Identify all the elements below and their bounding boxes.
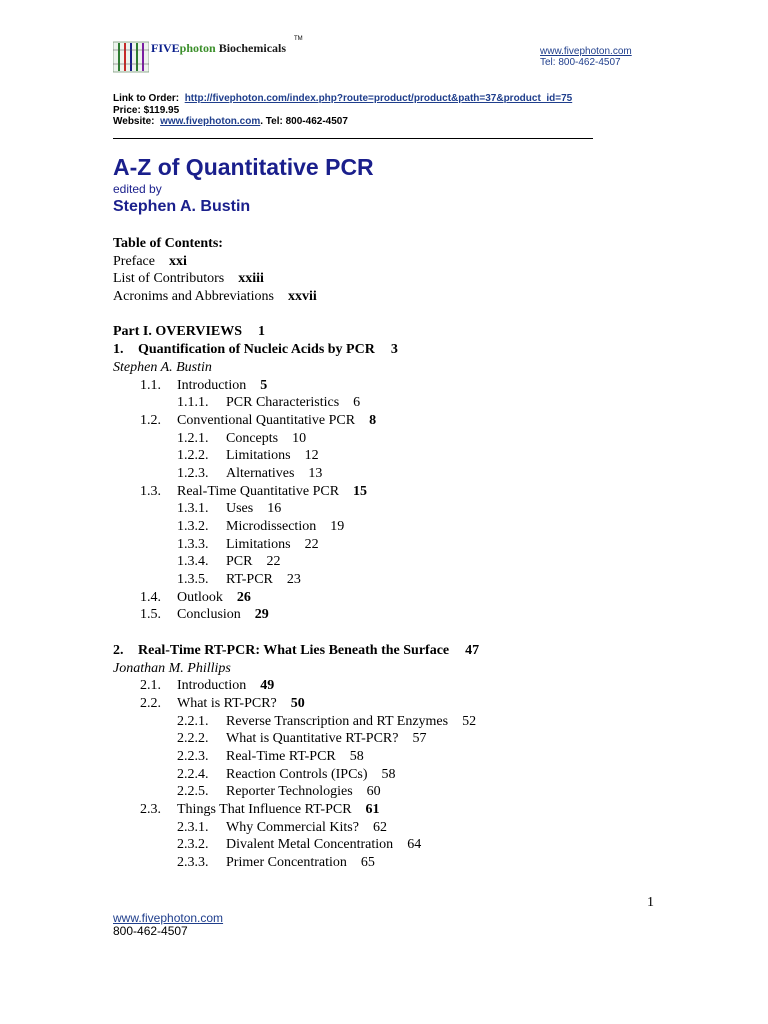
toc-front-item: Preface xxi — [113, 253, 187, 269]
toc-section: 2.1. Introduction 49 — [140, 678, 275, 694]
toc-subsection: 2.3.1. Why Commercial Kits? 62 — [177, 819, 387, 835]
toc-section: 2.2. What is RT-PCR? 50 — [140, 695, 305, 711]
toc-section: 1.5. Conclusion 29 — [140, 607, 269, 623]
toc-subsection: 1.1.1. PCR Characteristics 6 — [177, 395, 361, 411]
toc-chapter-author: Stephen A. Bustin — [113, 359, 212, 375]
toc-chapter: 2. Real-Time RT-PCR: What Lies Beneath the Surface 47 — [113, 642, 480, 658]
trademark: TM — [294, 36, 303, 42]
book-title: A-Z of Quantitative PCR — [113, 154, 374, 180]
toc-subsection: 2.3.3. Primer Concentration 65 — [177, 855, 375, 871]
order-website-link[interactable]: www.fivephoton.com — [160, 116, 261, 127]
price: Price: $119.95 — [113, 104, 180, 116]
footer-website-link[interactable]: www.fivephoton.com — [113, 911, 224, 925]
toc-subsection: 1.3.3. Limitations 22 — [177, 536, 319, 552]
toc-part: Part I. OVERVIEWS 1 — [113, 324, 266, 340]
toc-section: 1.1. Introduction 5 — [140, 377, 268, 393]
brand-five: FIVE — [151, 41, 180, 55]
header-website-link[interactable]: www.fivephoton.com — [540, 46, 632, 57]
footer-phone: 800-462-4507 — [113, 924, 188, 938]
toc-chapter: 1. Quantification of Nucleic Acids by PCR 3 — [113, 342, 398, 358]
brand-photon: photon — [179, 41, 216, 55]
order-tel: . Tel: 800-462-4507 — [260, 116, 348, 127]
toc-subsection: 2.3.2. Divalent Metal Concentration 64 — [177, 837, 422, 853]
page-number: 1 — [647, 895, 654, 910]
book-editor: Stephen A. Bustin — [113, 198, 251, 215]
brand-name — [151, 41, 286, 56]
toc-section: 1.3. Real-Time Quantitative PCR 15 — [140, 483, 368, 499]
toc-subsection: 1.2.3. Alternatives 13 — [177, 465, 323, 481]
toc-subsection: 1.3.5. RT-PCR 23 — [177, 572, 301, 588]
logo-mark-icon — [113, 40, 149, 74]
toc-subsection: 2.2.4. Reaction Controls (IPCs) 58 — [177, 766, 396, 782]
toc-subsection: 2.2.2. What is Quantitative RT-PCR? 57 — [177, 731, 427, 747]
toc-chapter-author: Jonathan M. Phillips — [113, 660, 231, 676]
toc-subsection: 2.2.5. Reporter Technologies 60 — [177, 784, 381, 800]
toc-front-item: Acronims and Abbreviations xxvii — [113, 289, 317, 305]
table-of-contents — [113, 235, 479, 872]
company-logo — [113, 36, 313, 76]
toc-subsection: 2.2.1. Reverse Transcription and RT Enzymes 52 — [177, 713, 477, 729]
order-info — [113, 93, 572, 128]
website-label: Website: — [113, 116, 155, 127]
footer — [113, 912, 223, 938]
toc-subsection: 1.2.2. Limitations 12 — [177, 448, 319, 464]
divider — [113, 138, 593, 139]
link-to-order-label: Link to Order: — [113, 93, 180, 104]
toc-section: 1.4. Outlook 26 — [140, 589, 251, 605]
toc-subsection: 1.3.4. PCR 22 — [177, 554, 281, 570]
toc-section: 1.2. Conventional Quantitative PCR 8 — [140, 412, 377, 428]
toc-section: 2.3. Things That Influence RT-PCR 61 — [140, 802, 380, 817]
toc-subsection: 1.3.2. Microdissection 19 — [177, 519, 345, 534]
header-tel: Tel: 800-462-4507 — [540, 57, 621, 68]
toc-subsection: 1.3.1. Uses 16 — [177, 501, 282, 517]
toc-subsection: 1.2.1. Concepts 10 — [177, 430, 307, 446]
header-contact — [540, 46, 632, 68]
order-link[interactable]: http://fivephoton.com/index.php?route=product/product&path=37&product_id=75 — [184, 93, 573, 104]
edited-by: edited by — [113, 182, 162, 196]
toc-heading: Table of Contents: — [113, 236, 223, 251]
toc-front-item: List of Contributors xxiii — [113, 271, 264, 287]
toc-subsection: 2.2.3. Real-Time RT-PCR 58 — [177, 748, 364, 764]
brand-biochemicals: Biochemicals — [215, 41, 287, 55]
